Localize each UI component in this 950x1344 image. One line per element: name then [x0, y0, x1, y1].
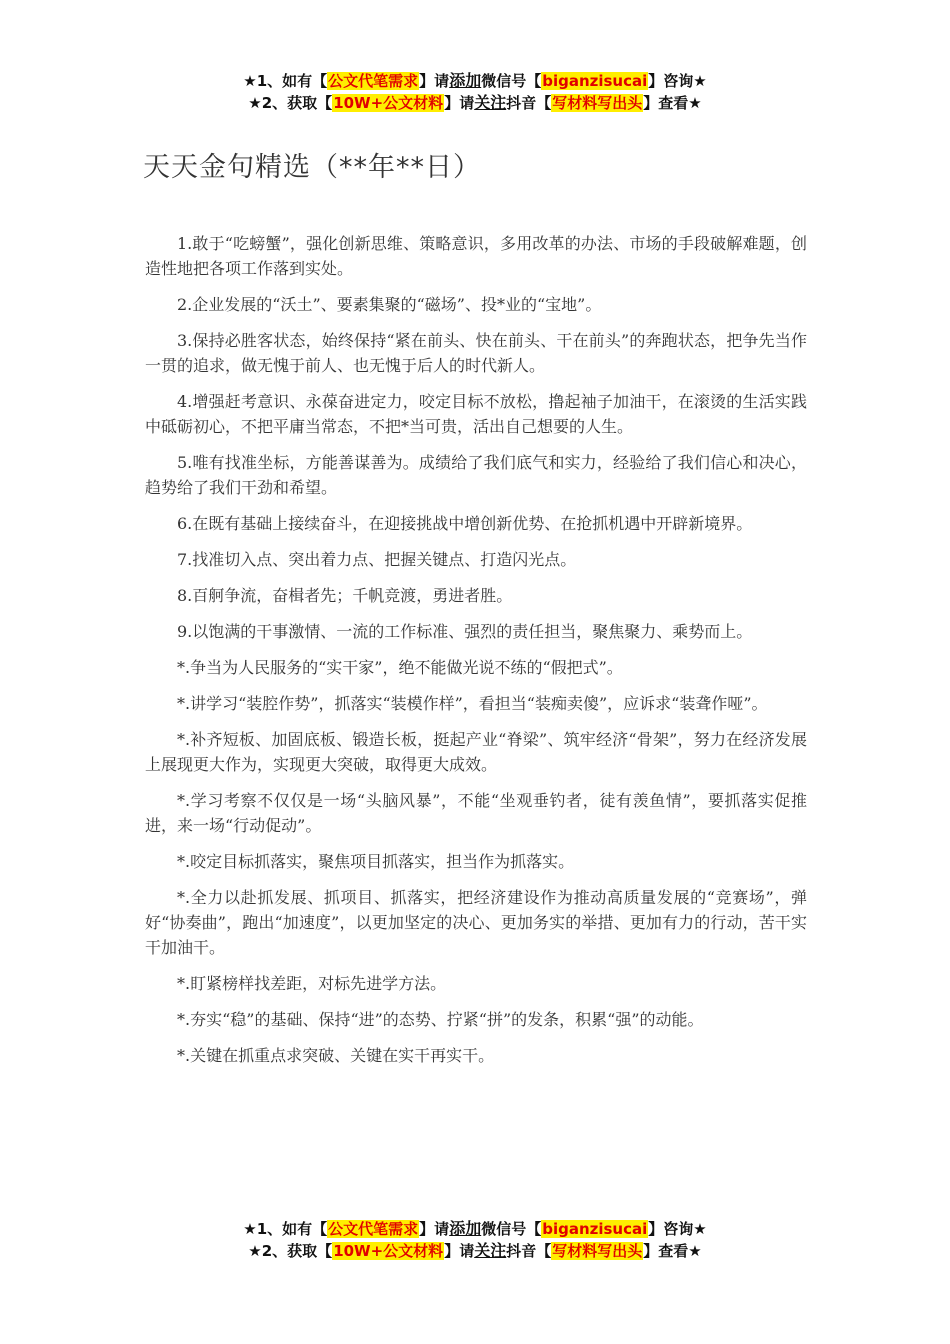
add-emphasis: 添加: [449, 1219, 482, 1238]
quote-paragraph: 7.找准切入点、突出着力点、把握关键点、打造闪光点。: [177, 550, 577, 569]
quote-paragraph: *.争当为人民服务的“实干家”，绝不能做光说不练的“假把式”。: [177, 658, 623, 677]
materials-highlight: 10W+公文材料: [333, 94, 444, 112]
page-title: 天天金句精选（**年**日）: [143, 152, 481, 183]
quote-paragraph: 6.在既有基础上接续奋斗，在迎接挑战中增创新优势、在抢抓机遇中开辟新境界。: [177, 514, 753, 533]
quote-list: [145, 231, 807, 1079]
wechat-id: biganzisucai: [542, 72, 648, 90]
quote-paragraph: *.学习考察不仅仅是一场“头脑风暴”，不能“坐观垂钓者，徒有羡鱼情”，要抓落实促推进，来一场“行动促动”。: [145, 791, 807, 835]
douyin-account: 写材料写出头: [552, 1242, 643, 1260]
wechat-id: biganzisucai: [542, 1220, 648, 1238]
banner-line-1: ★1、如有【公文代笔需求】请添加微信号【biganzisucai】咨询★: [243, 1219, 707, 1238]
quote-paragraph: 8.百舸争流，奋楫者先；千帆竞渡，勇进者胜。: [177, 586, 513, 605]
quote-paragraph: *.盯紧榜样找差距，对标先进学方法。: [177, 974, 447, 993]
quote-paragraph: *.关键在抓重点求突破、关键在实干再实干。: [177, 1046, 495, 1065]
quote-paragraph: 4.增强赶考意识、永葆奋进定力，咬定目标不放松，撸起袖子加油干，在滚烫的生活实践中砥砺初心，不把平庸当常态，不把*当可贵，活出自己想要的人生。: [145, 392, 807, 436]
bottom-banner: [0, 1218, 950, 1262]
quote-paragraph: 5.唯有找准坐标，方能善谋善为。成绩给了我们底气和实力，经验给了我们信心和决心，趋势给了我们干劲和希望。: [145, 453, 807, 497]
quote-paragraph: *.讲学习“装腔作势”，抓落实“装模作样”，看担当“装痴卖傻”，应诉求“装聋作哑”。: [177, 694, 768, 713]
materials-highlight: 10W+公文材料: [333, 1242, 444, 1260]
quote-paragraph: 2.企业发展的“沃土”、要素集聚的“磁场”、投*业的“宝地”。: [177, 295, 602, 314]
quote-paragraph: *.补齐短板、加固底板、锻造长板，挺起产业“脊梁”、筑牢经济“骨架”，努力在经济发展上展现更大作为，实现更大突破，取得更大成效。: [145, 730, 807, 774]
banner-line-2: ★2、获取【10W+公文材料】请关注抖音【写材料写出头】查看★: [248, 93, 702, 112]
quote-paragraph: 3.保持必胜客状态，始终保持“紧在前头、快在前头、干在前头”的奔跑状态，把争先当作一贯的追求，做无愧于前人、也无愧于后人的时代新人。: [145, 331, 807, 375]
quote-paragraph: *.咬定目标抓落实，聚焦项目抓落实，担当作为抓落实。: [177, 852, 575, 871]
quote-paragraph: *.夯实“稳”的基础、保持“进”的态势、拧紧“拼”的发条，积累“强”的动能。: [177, 1010, 704, 1029]
banner-line-1: ★1、如有【公文代笔需求】请添加微信号【biganzisucai】咨询★: [243, 71, 707, 90]
add-emphasis: 添加: [449, 71, 482, 90]
banner-line-2: ★2、获取【10W+公文材料】请关注抖音【写材料写出头】查看★: [248, 1241, 702, 1260]
quote-paragraph: 1.敢于“吃螃蟹”，强化创新思维、策略意识，多用改革的办法、市场的手段破解难题，创造性地把各项工作落到实处。: [145, 234, 807, 278]
douyin-account: 写材料写出头: [552, 94, 643, 112]
service-highlight: 公文代笔需求: [328, 1220, 419, 1238]
quote-paragraph: *.全力以赴抓发展、抓项目、抓落实，把经济建设作为推动高质量发展的“竞赛场”，弹好“协奏曲”，跑出“加速度”，以更加坚定的决心、更加务实的举措、更加有力的行动，苦干实干加油干。: [145, 888, 807, 957]
quote-paragraph: 9.以饱满的干事激情、一流的工作标准、强烈的责任担当，聚焦聚力、乘势而上。: [177, 622, 753, 641]
top-banner: [0, 70, 950, 114]
service-highlight: 公文代笔需求: [328, 72, 419, 90]
follow-emphasis: 关注: [474, 1241, 507, 1260]
follow-emphasis: 关注: [474, 93, 507, 112]
